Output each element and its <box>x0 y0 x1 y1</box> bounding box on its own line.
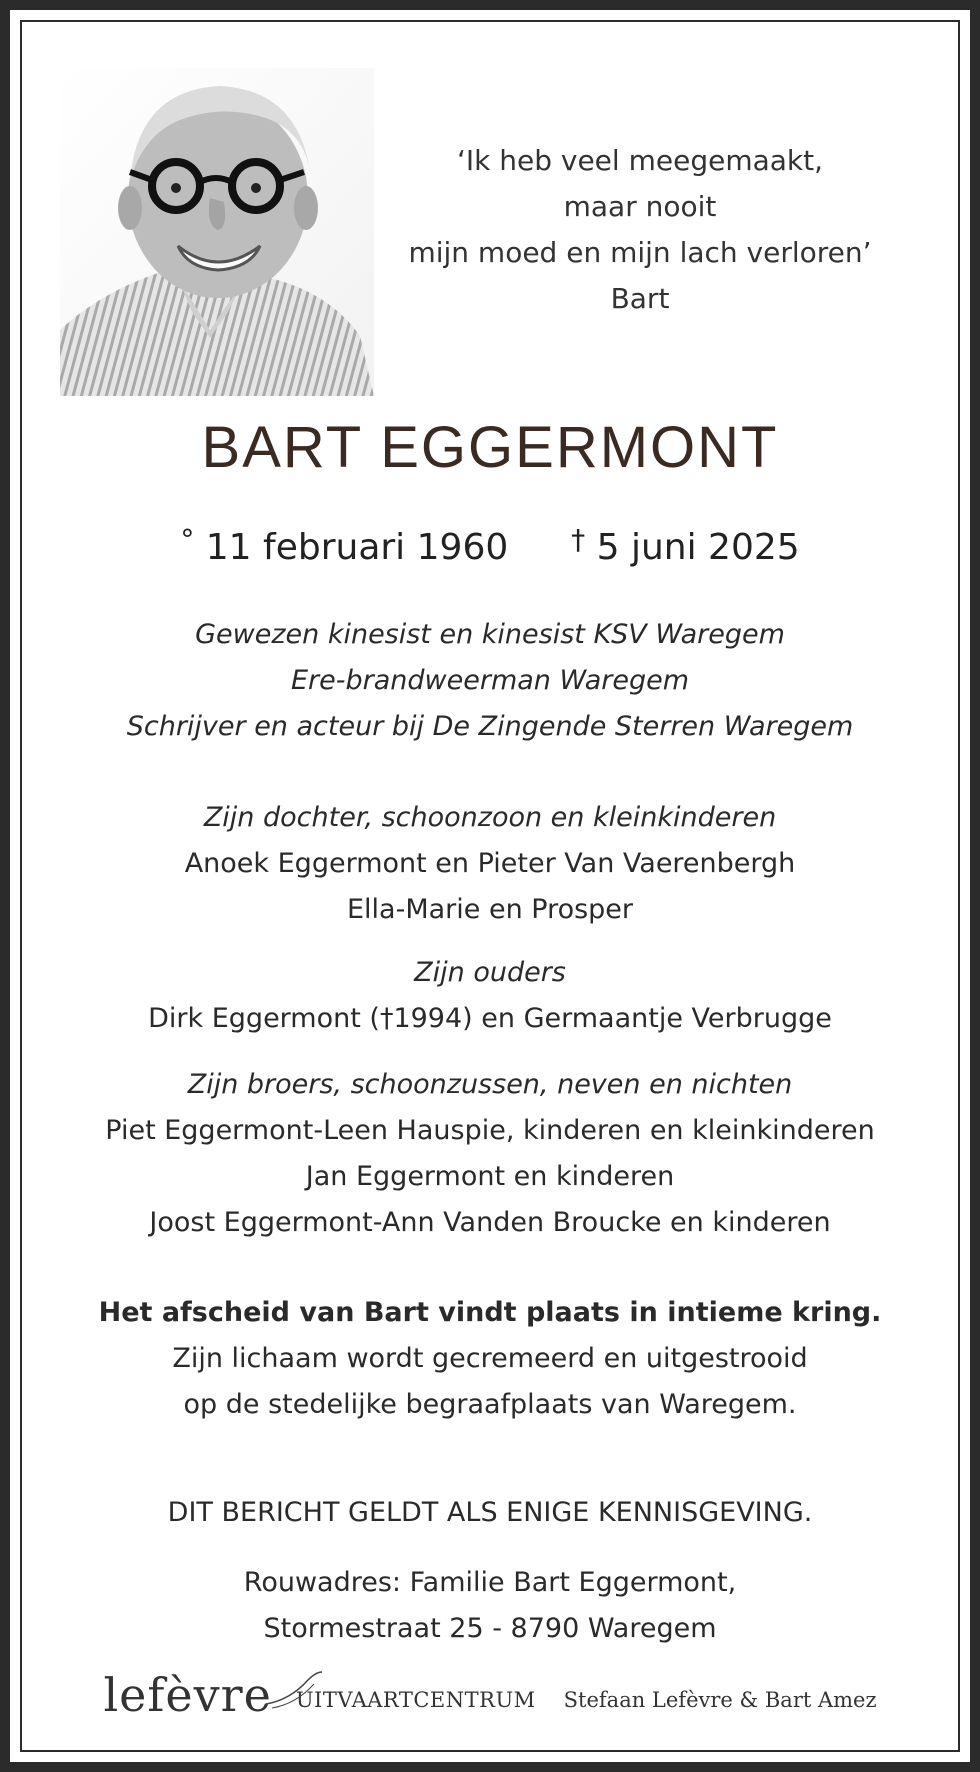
funeral-directors: Stefaan Lefèvre & Bart Amez <box>563 1688 877 1712</box>
funeral-home-footer <box>10 1660 970 1720</box>
birth-symbol: ° <box>180 523 195 556</box>
obituary-card <box>10 10 970 1762</box>
farewell-statement: Het afscheid van Bart vindt plaats in intieme kring. <box>98 1297 882 1328</box>
funeral-home-logo <box>103 1670 271 1720</box>
logo-text: lefèvre <box>103 1668 272 1722</box>
family-heading: Zijn dochter, schoonzoon en kleinkinderen <box>203 802 777 833</box>
funeral-home-subtitle: UITVAARTCENTRUM <box>295 1688 536 1712</box>
family-line: Dirk Eggermont (†1994) en Germaantje Verbrugge <box>148 1003 832 1034</box>
birth-date: 11 februari 1960 <box>205 527 509 568</box>
notice: DIT BERICHT GELDT ALS ENIGE KENNISGEVING. <box>167 1497 813 1528</box>
farewell <box>10 1290 970 1428</box>
deceased-name: BART EGGERMONT <box>201 415 779 480</box>
address-line: Rouwadres: Familie Bart Eggermont, <box>243 1567 737 1598</box>
farewell-line: op de stedelijke begraafplaats van Waregem. <box>183 1389 797 1420</box>
death-date: 5 juni 2025 <box>596 527 800 568</box>
mourning-address <box>10 1560 970 1652</box>
role-line: Schrijver en acteur bij De Zingende Sterren Waregem <box>126 711 854 742</box>
role-line: Gewezen kinesist en kinesist KSV Waregem <box>195 619 785 650</box>
family-line: Piet Eggermont-Leen Hauspie, kinderen en kleinkinderen <box>105 1115 875 1146</box>
quote-line: maar nooit <box>563 190 717 223</box>
family-heading: Zijn broers, schoonzussen, neven en nichten <box>187 1069 793 1100</box>
farewell-line: Zijn lichaam wordt gecremeerd en uitgestrooid <box>172 1343 808 1374</box>
family-siblings <box>10 1062 970 1246</box>
family-children <box>10 795 970 933</box>
family-line: Joost Eggermont-Ann Vanden Broucke en kinderen <box>149 1207 831 1238</box>
family-line: Anoek Eggermont en Pieter Van Vaerenbergh <box>184 848 796 879</box>
cross-icon: † <box>571 523 586 556</box>
life-dates <box>10 523 970 568</box>
quote-line: ‘Ik heb veel meegemaakt, <box>456 144 824 177</box>
quote-line: mijn moed en mijn lach verloren’ <box>408 236 872 269</box>
family-heading: Zijn ouders <box>414 957 566 988</box>
family-line: Ella-Marie en Prosper <box>346 894 634 925</box>
swoosh-icon <box>264 1670 324 1710</box>
address-line: Stormestraat 25 - 8790 Waregem <box>263 1613 717 1644</box>
roles <box>10 612 970 750</box>
quote-author: Bart <box>610 282 670 315</box>
family-line: Jan Eggermont en kinderen <box>305 1161 675 1192</box>
family-parents <box>10 950 970 1042</box>
quote <box>380 138 900 322</box>
role-line: Ere-brandweerman Waregem <box>290 665 690 696</box>
portrait-photo <box>60 68 374 396</box>
